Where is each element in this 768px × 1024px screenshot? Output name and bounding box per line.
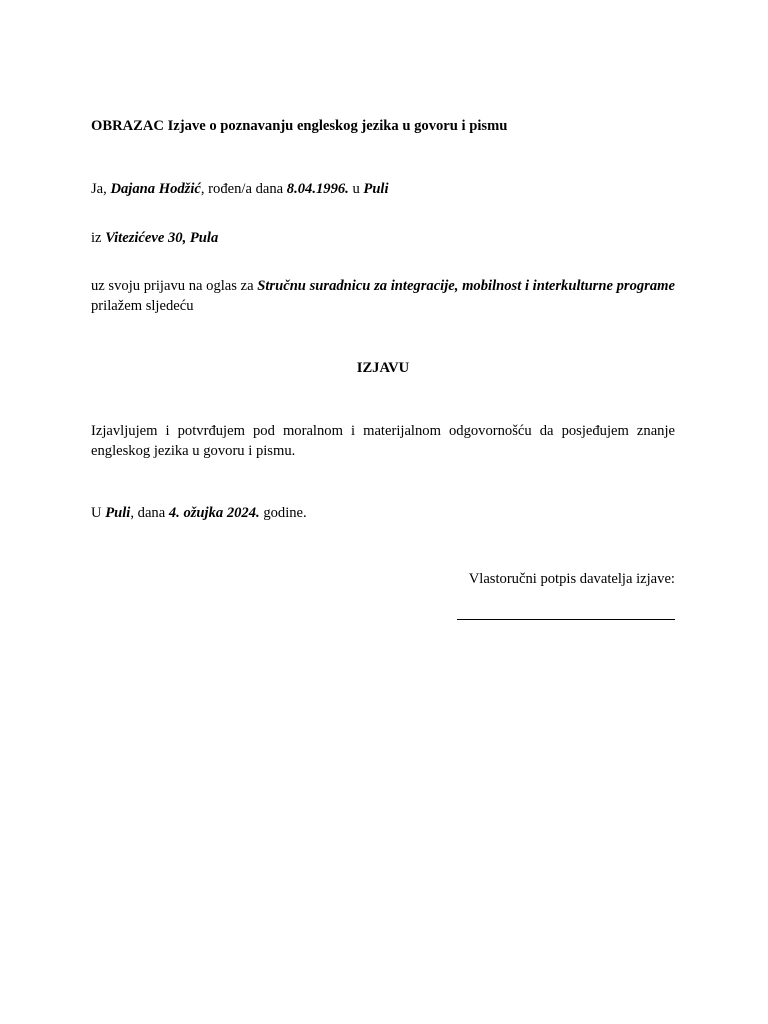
in-text: u — [348, 181, 364, 197]
application-prefix: uz svoju prijavu na oglas za — [91, 278, 258, 294]
address-prefix: iz — [91, 230, 106, 246]
statement-heading: IZJAVU — [356, 360, 410, 376]
signature-label: Vlastoručni potpis davatelja izjave: — [468, 571, 675, 587]
address-value: Vitezićeve 30, Pula — [105, 230, 219, 246]
document-page — [91, 0, 675, 1024]
signing-place: Puli — [105, 505, 131, 521]
declarant-prefix: Ja, — [91, 181, 111, 197]
declarant-name: Dajana Hodžić — [110, 181, 201, 197]
place-date-line — [91, 503, 675, 523]
birth-place: Puli — [363, 181, 389, 197]
place-prefix: U — [91, 505, 106, 521]
signature-line — [457, 619, 675, 620]
document-title: OBRAZAC Izjave o poznavanju engleskog jezika u govoru i pismu — [91, 118, 508, 134]
signing-date: 4. ožujka 2024. — [168, 505, 260, 521]
born-text: , rođen/a dana — [200, 181, 287, 197]
application-paragraph — [91, 276, 675, 316]
job-position: Stručnu suradnicu za integracije, mobilnost i interkulturne programe — [257, 278, 675, 294]
application-suffix: prilažem sljedeću — [91, 298, 194, 314]
statement-paragraph: Izjavljujem i potvrđujem pod moralnom i materijalnom odgovornošću da posjeđujem znanje engleskog jezika u govoru i pismu. — [91, 423, 675, 459]
birth-date: 8.04.1996. — [286, 181, 349, 197]
address-line — [91, 228, 675, 248]
date-mid: , dana — [130, 505, 169, 521]
declarant-line — [91, 179, 675, 199]
date-suffix: godine. — [259, 505, 307, 521]
